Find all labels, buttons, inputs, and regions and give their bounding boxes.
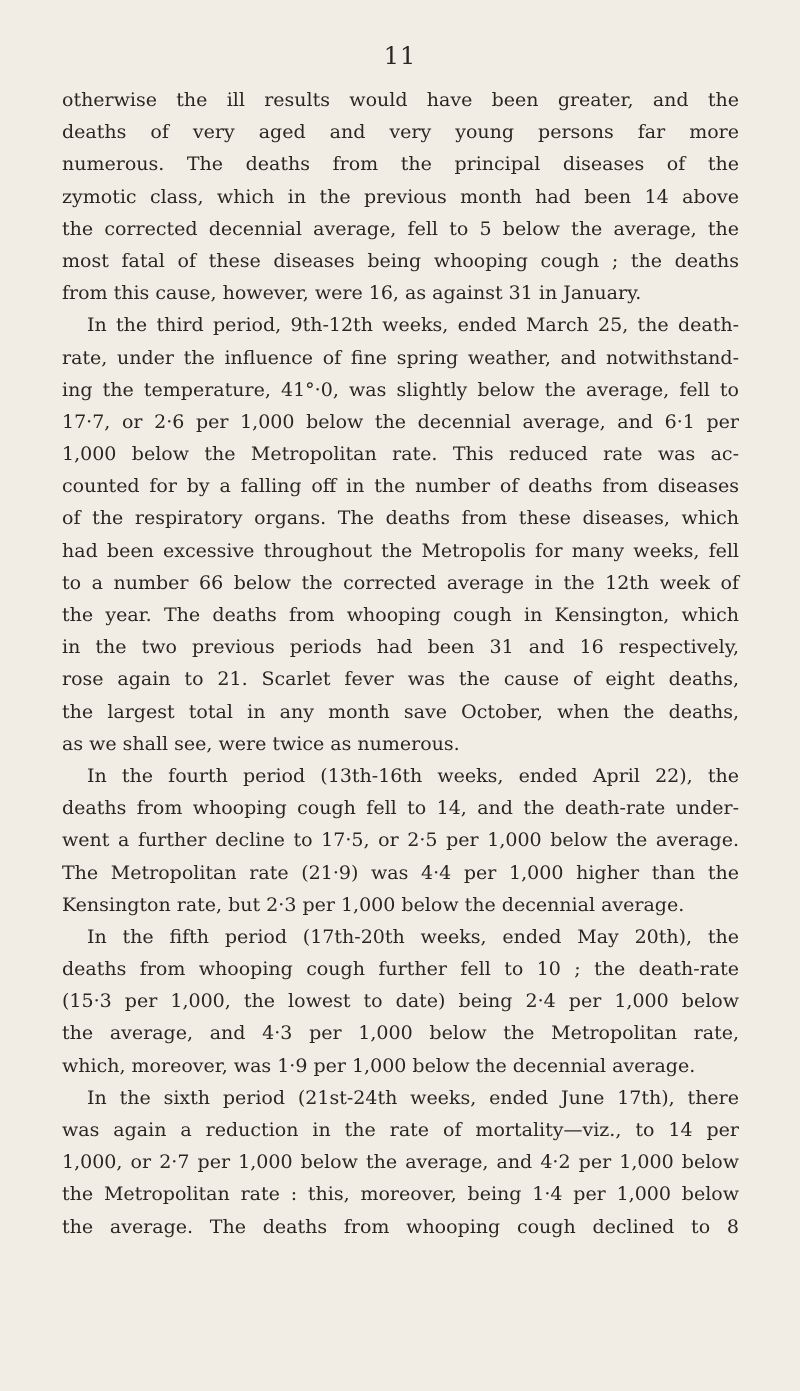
text-line: as we shall see, were twice as numerous.: [62, 732, 460, 755]
text-line: deaths from whooping cough further fell to 10 ; the death-rate: [62, 958, 739, 981]
text-line: zymotic class, which in the previous month had been 14 above: [62, 185, 739, 208]
text-line: the year. The deaths from whooping cough in Kensington, which: [62, 604, 739, 626]
page-number: 11: [383, 42, 417, 70]
text-line: counted for by a falling off in the number of deaths from diseases: [62, 475, 739, 498]
text-line: 1,000 below the Metropolitan rate. This reduced rate was ac-: [62, 443, 739, 466]
text-line: ing the temperature, 41°·0, was slightly below the average, fell to: [62, 378, 739, 401]
text-line: in the two previous periods had been 31 and 16 respectively,: [62, 636, 739, 659]
text-line: In the sixth period (21st-24th weeks, ended June 17th), there: [87, 1086, 739, 1109]
text-line: went a further decline to 17·5, or 2·5 per 1,000 below the average.: [62, 829, 739, 852]
text-line: rose again to 21. Scarlet fever was the cause of eight deaths,: [62, 668, 739, 691]
text-line: the Metropolitan rate : this, moreover, being 1·4 per 1,000 below: [62, 1183, 739, 1206]
text-line: deaths of very aged and very young persons far more: [62, 121, 739, 144]
text-line: The Metropolitan rate (21·9) was 4·4 per 1,000 higher than the: [62, 861, 739, 884]
text-line: had been excessive throughout the Metropolis for many weeks, fell: [62, 539, 739, 562]
text-line: the average. The deaths from whooping cough declined to 8: [62, 1215, 739, 1238]
text-line: In the fifth period (17th-20th weeks, ended May 20th), the: [87, 925, 739, 948]
text-line: of the respiratory organs. The deaths from these diseases, which: [62, 507, 739, 530]
text-line: In the third period, 9th-12th weeks, ended March 25, the death-: [87, 314, 739, 337]
text-line: was again a reduction in the rate of mortality—viz., to 14 per: [62, 1119, 739, 1141]
text-line: numerous. The deaths from the principal diseases of the: [62, 153, 739, 176]
text-line: rate, under the influence of fine spring weather, and notwithstand-: [62, 346, 739, 369]
text-line: 1,000, or 2·7 per 1,000 below the average, and 4·2 per 1,000 below: [62, 1151, 739, 1174]
text-line: (15·3 per 1,000, the lowest to date) being 2·4 per 1,000 below: [62, 990, 739, 1013]
text-line: most fatal of these diseases being whooping cough ; the deaths: [62, 249, 739, 272]
text-line: otherwise the ill results would have been greater, and the: [62, 89, 739, 111]
text-line: the corrected decennial average, fell to 5 below the average, the: [62, 217, 739, 240]
text-line: which, moreover, was 1·9 per 1,000 below the decennial average.: [62, 1054, 696, 1077]
text-line: 17·7, or 2·6 per 1,000 below the decennial average, and 6·1 per: [62, 410, 739, 433]
text-line: deaths from whooping cough fell to 14, and the death-rate under-: [62, 797, 739, 820]
text-line: from this cause, however, were 16, as against 31 in January.: [62, 282, 642, 305]
text-line: the largest total in any month save October, when the deaths,: [62, 700, 739, 723]
body-text: [62, 84, 739, 1243]
text-line: Kensington rate, but 2·3 per 1,000 below the decennial average.: [62, 893, 685, 916]
text-line: to a number 66 below the corrected average in the 12th week of: [62, 571, 739, 594]
text-line: the average, and 4·3 per 1,000 below the Metropolitan rate,: [62, 1022, 739, 1045]
text-line: In the fourth period (13th-16th weeks, ended April 22), the: [87, 764, 739, 787]
